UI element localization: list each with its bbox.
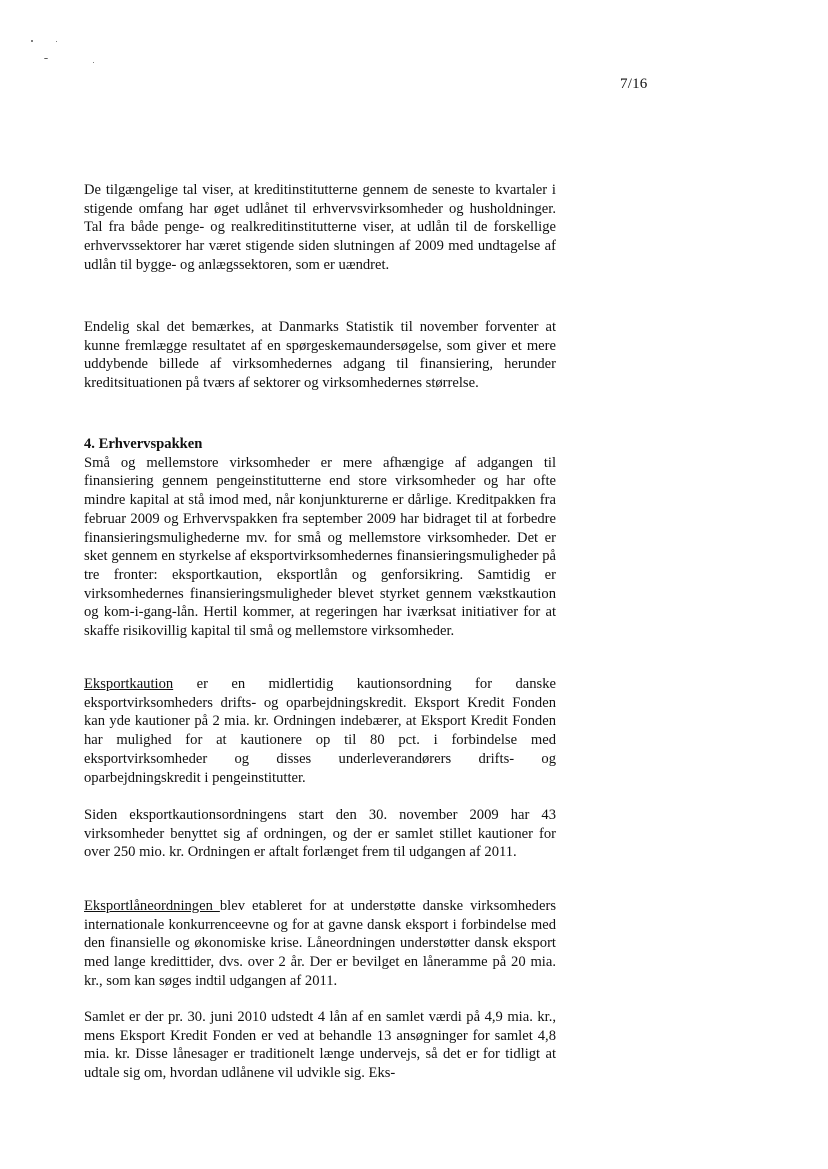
scan-speck: [93, 62, 94, 63]
paragraph-kaution-status: [84, 806, 556, 862]
paragraph-continuation: blev etableret for at understøtte danske virksomheders internationale konkurrenceevne og for at gavne dansk eksport i forbindelse med den finansielle og økonomiske krise. Låneordningen understøtter dansk eksport med lange kredittider, dvs. over 2 år. Der er bevilget en låneramme på 20 mia. kr., som kan søges indtil udgangen af 2011.: [84, 898, 556, 989]
paragraph-continuation: er en midlertidig kautionsordning for danske eksportvirksomheders drifts- og oparbejdningskredit. Eksport Kredit Fonden kan yde kautioner på 2 mia. kr. Ordningen indebærer, at Eksport Kredit Fonden har mulighed for at kautionere op til 80 pct. i forbindelse med eksportvirksomheder og disses underleverandørers drifts- og oparbejdningskredit i pengeinstitutter.: [84, 676, 556, 786]
underlined-term: Eksportkaution: [84, 676, 174, 692]
paragraph-text: Siden eksportkautionsordningens start den 30. november 2009 har 43 virksomheder benyttet sig af ordningen, og der er samlet stillet kautioner for over 250 mio. kr. Ordningen er aftalt forlænget frem til udgangen af 2011.: [84, 807, 556, 861]
scan-speck: [56, 41, 57, 42]
scan-speck: [31, 40, 33, 42]
scan-specks: [0, 0, 120, 80]
paragraph-text: [84, 675, 556, 787]
paragraph-laan-status: [84, 1008, 556, 1083]
paragraph-text: Samlet er der pr. 30. juni 2010 udstedt 4 lån af en samlet værdi på 4,9 mia. kr., mens Eksport Kredit Fonden er ved at behandle 13 ansøgninger for samlet 4,8 mia. kr. Disse lånesager er traditionelt længe undervejs, så det er for tidligt at udtale sig om, hvordan udlånene vil udvikle sig. Eks-: [84, 1009, 556, 1082]
paragraph-statistics-survey: [84, 318, 556, 393]
underlined-term: Eksportlåneordningen: [84, 898, 220, 914]
scan-speck: [44, 58, 48, 59]
paragraph-text: [84, 897, 556, 991]
paragraph-eksportlaaneordningen: [84, 897, 556, 991]
paragraph-text: Endelig skal det bemærkes, at Danmarks Statistik til november forventer at kunne fremlægge resultatet af en spørgeskemaundersøgelse, som giver et mere uddybende billede af virksomhedernes adgang til finansiering, herunder kreditsituationen på tværs af sektorer og virksomhedernes størrelse.: [84, 319, 556, 392]
paragraph-text: Små og mellemstore virksomheder er mere afhængige af adgangen til finansiering gennem pengeinstitutterne end store virksomheder og har ofte mindre kapital at stå imod med, når konjunkturerne er dårlige. Kreditpakken fra februar 2009 og Erhvervspakken fra september 2009 har bidraget til at forbedre finansieringsmulighederne mv. for små og mellemstore virksomheder. Det er sket gennem en styrkelse af eksportvirksomhedernes finansieringsmuligheder på tre fronter: eksportkaution, eksportlån og genforsikring. Samtidig er virksomhedernes finansieringsmuligheder blevet styrket gennem vækstkaution og kom-i-gang-lån. Hertil kommer, at regeringen har iværksat initiativer for at skaffe risikovillig kapital til små og mellemstore virksomheder.: [84, 454, 556, 640]
page-number: 7/16: [620, 76, 648, 92]
paragraph-credit-growth: [84, 181, 556, 275]
paragraph-text: De tilgængelige tal viser, at kreditinstitutterne gennem de seneste to kvartaler i stigende omfang har øget udlånet til erhvervsvirksomheder og husholdninger. Tal fra både penge- og realkreditinstitutterne viser, at udlån til de forskellige erhvervssektorer har været stigende siden slutningen af 2009 med undtagelse af udlån til bygge- og anlægssektoren, som er uændret.: [84, 182, 556, 273]
section-erhvervspakken: [84, 435, 556, 641]
section-heading: 4. Erhvervspakken: [84, 436, 203, 452]
paragraph-eksportkaution: [84, 675, 556, 787]
